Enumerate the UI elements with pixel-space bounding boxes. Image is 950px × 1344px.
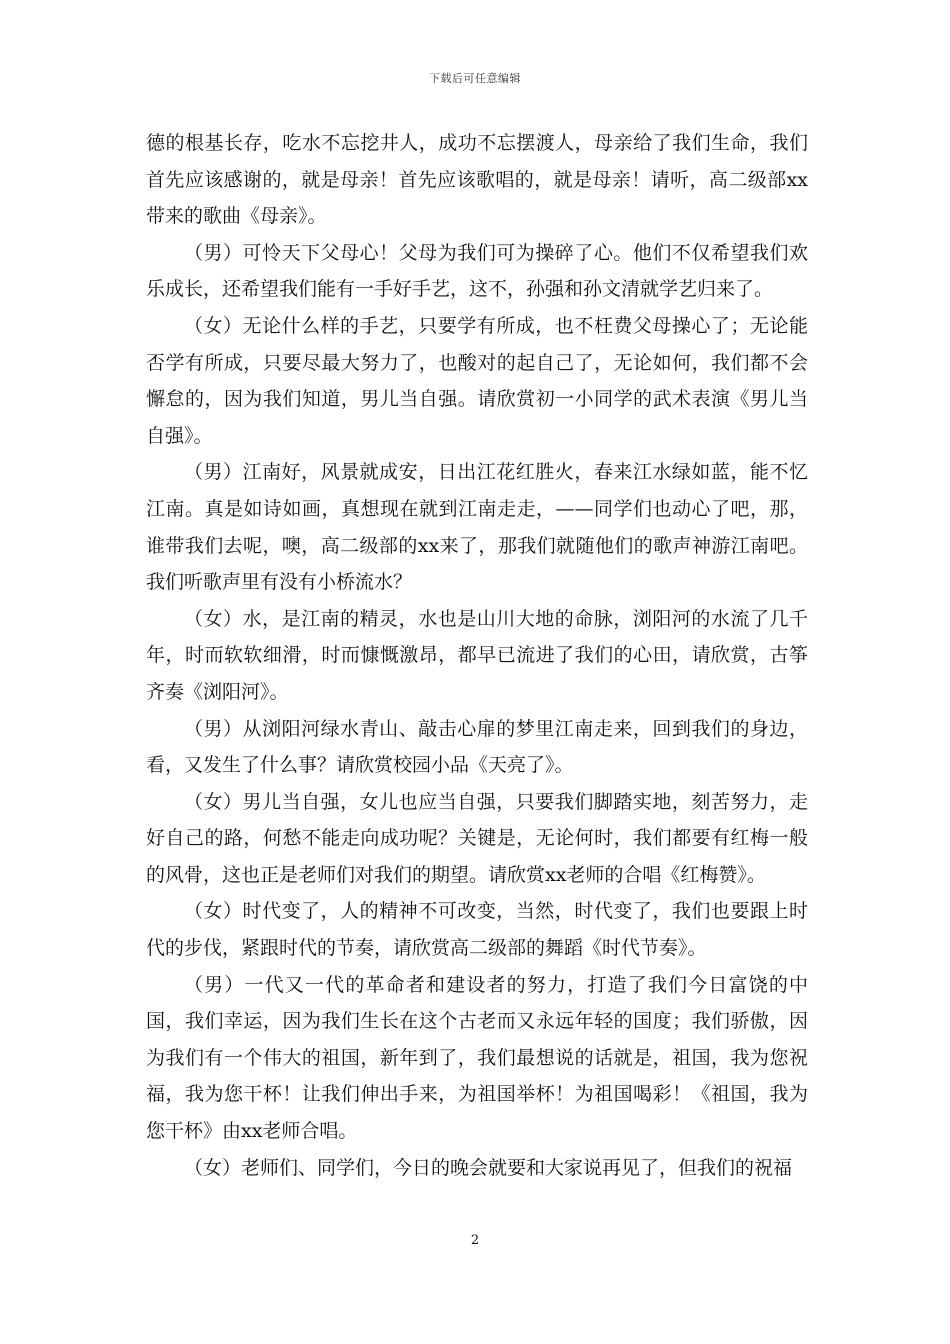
paragraph: 德的根基长存，吃水不忘挖井人，成功不忘摆渡人，母亲给了我们生命，我们首先应该感谢的，就是母亲！首先应该歌唱的，就是母亲！请听，高二级部xx带来的歌曲《母亲》。 xyxy=(146,132,808,228)
paragraph: （男）可怜天下父母心！父母为我们可为操碎了心。他们不仅希望我们欢乐成长，还希望我们能有一手好手艺，这不，孙强和孙文清就学艺归来了。 xyxy=(146,241,808,301)
page-number: 2 xyxy=(470,1233,480,1248)
document-body xyxy=(146,125,808,1186)
paragraph: （女）时代变了，人的精神不可改变，当然，时代变了，我们也要跟上时代的步伐，紧跟时代的节奏，请欣赏高二级部的舞蹈《时代节奏》。 xyxy=(146,900,808,960)
paragraph: （男）从浏阳河绿水青山、敲击心扉的梦里江南走来，回到我们的身边，看，又发生了什么事？请欣赏校园小品《天亮了》。 xyxy=(146,717,808,777)
paragraph: （女）男儿当自强，女儿也应当自强，只要我们脚踏实地，刻苦努力，走好自己的路，何愁不能走向成功呢？关键是，无论何时，我们都要有红梅一般的风骨，这也正是老师们对我们的期望。请欣赏xx老师的合唱《红梅赞》。 xyxy=(146,790,808,886)
paragraph: （女）水，是江南的精灵，水也是山川大地的命脉，浏阳河的水流了几千年，时而软软细滑，时而慷慨激昂，都早已流进了我们的心田，请欣赏，古筝齐奏《浏阳河》。 xyxy=(146,607,808,703)
page-header: 下载后可任意编辑 xyxy=(429,72,521,85)
paragraph: （男）江南好，风景就成安，日出江花红胜火，春来江水绿如蓝，能不忆江南。真是如诗如画，真想现在就到江南走走，——同学们也动心了吧，那，谁带我们去呢，噢，高二级部的xx来了，那我们就随他们的歌声神游江南吧。我们听歌声里有没有小桥流水？ xyxy=(146,461,808,594)
paragraph: （男）一代又一代的革命者和建设者的努力，打造了我们今日富饶的中国，我们幸运，因为我们生长在这个古老而又永远年轻的国度；我们骄傲，因为我们有一个伟大的祖国，新年到了，我们最想说的话就是，祖国，我为您祝福，我为您干杯！让我们伸出手来，为祖国举杯！为祖国喝彩！《祖国，我为您干杯》由xx老师合唱。 xyxy=(146,973,808,1143)
paragraph: （女）无论什么样的手艺，只要学有所成，也不枉费父母操心了；无论能否学有所成，只要尽最大努力了，也酸对的起自己了，无论如何，我们都不会懈怠的，因为我们知道，男儿当自强。请欣赏初一小同学的武术表演《男儿当自强》。 xyxy=(146,314,808,447)
paragraph: （女）老师们、同学们，今日的晚会就要和大家说再见了，但我们的祝福 xyxy=(184,1156,793,1179)
